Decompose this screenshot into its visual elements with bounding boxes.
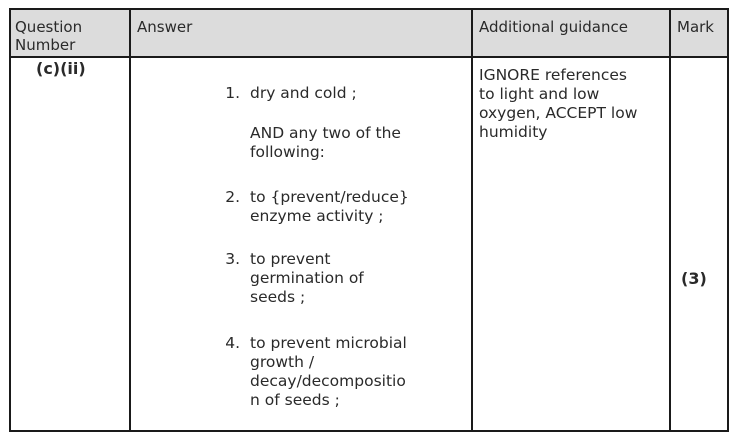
table-border-top (9, 8, 728, 10)
answer-instruction-line-2: following: (250, 143, 325, 161)
answer-instruction-line-1: AND any two of the (250, 124, 401, 142)
header-divider (9, 56, 728, 58)
answer-item-text-line-3: seeds ; (250, 288, 306, 306)
header-question-number-line-2: Number (15, 36, 76, 54)
guidance-line-2: to light and low (479, 85, 600, 103)
answer-item-text-line-2: enzyme activity ; (250, 207, 384, 225)
answer-item-text-line-1: to prevent (250, 250, 331, 268)
guidance-line-1: IGNORE references (479, 66, 627, 84)
question-number: (c)(ii) (36, 59, 86, 78)
answer-item-text-line-1: to prevent microbial (250, 334, 407, 352)
answer-item-text-line-3: decay/decompositio (250, 372, 406, 390)
header-question-number (15, 18, 82, 54)
header-answer: Answer (137, 18, 193, 36)
answer-item-text: dry and cold ; (250, 84, 357, 102)
answer-item-number: 1. (225, 84, 240, 102)
answer-item-text-line-1: to {prevent/reduce} (250, 188, 409, 206)
column-divider-2 (471, 8, 473, 432)
table-border-bottom (9, 430, 728, 432)
header-question-number-line-1: Question (15, 18, 83, 36)
mark-value: (3) (681, 269, 707, 288)
answer-item-text-line-4: n of seeds ; (250, 391, 340, 409)
guidance-line-4: humidity (479, 123, 548, 141)
answer-item-text-line-2: germination of (250, 269, 364, 287)
header-mark: Mark (677, 18, 714, 36)
additional-guidance-text (479, 66, 637, 142)
column-divider-3 (669, 8, 671, 432)
header-additional-guidance: Additional guidance (479, 18, 628, 36)
table-border-left (9, 8, 11, 432)
answer-item-number: 2. (225, 188, 240, 206)
guidance-line-3: oxygen, ACCEPT low (479, 104, 638, 122)
table-border-right (727, 8, 729, 432)
answer-item-number: 4. (225, 334, 240, 352)
column-divider-1 (129, 8, 131, 432)
answer-item-number: 3. (225, 250, 240, 268)
answer-item-text-line-2: growth / (250, 353, 315, 371)
